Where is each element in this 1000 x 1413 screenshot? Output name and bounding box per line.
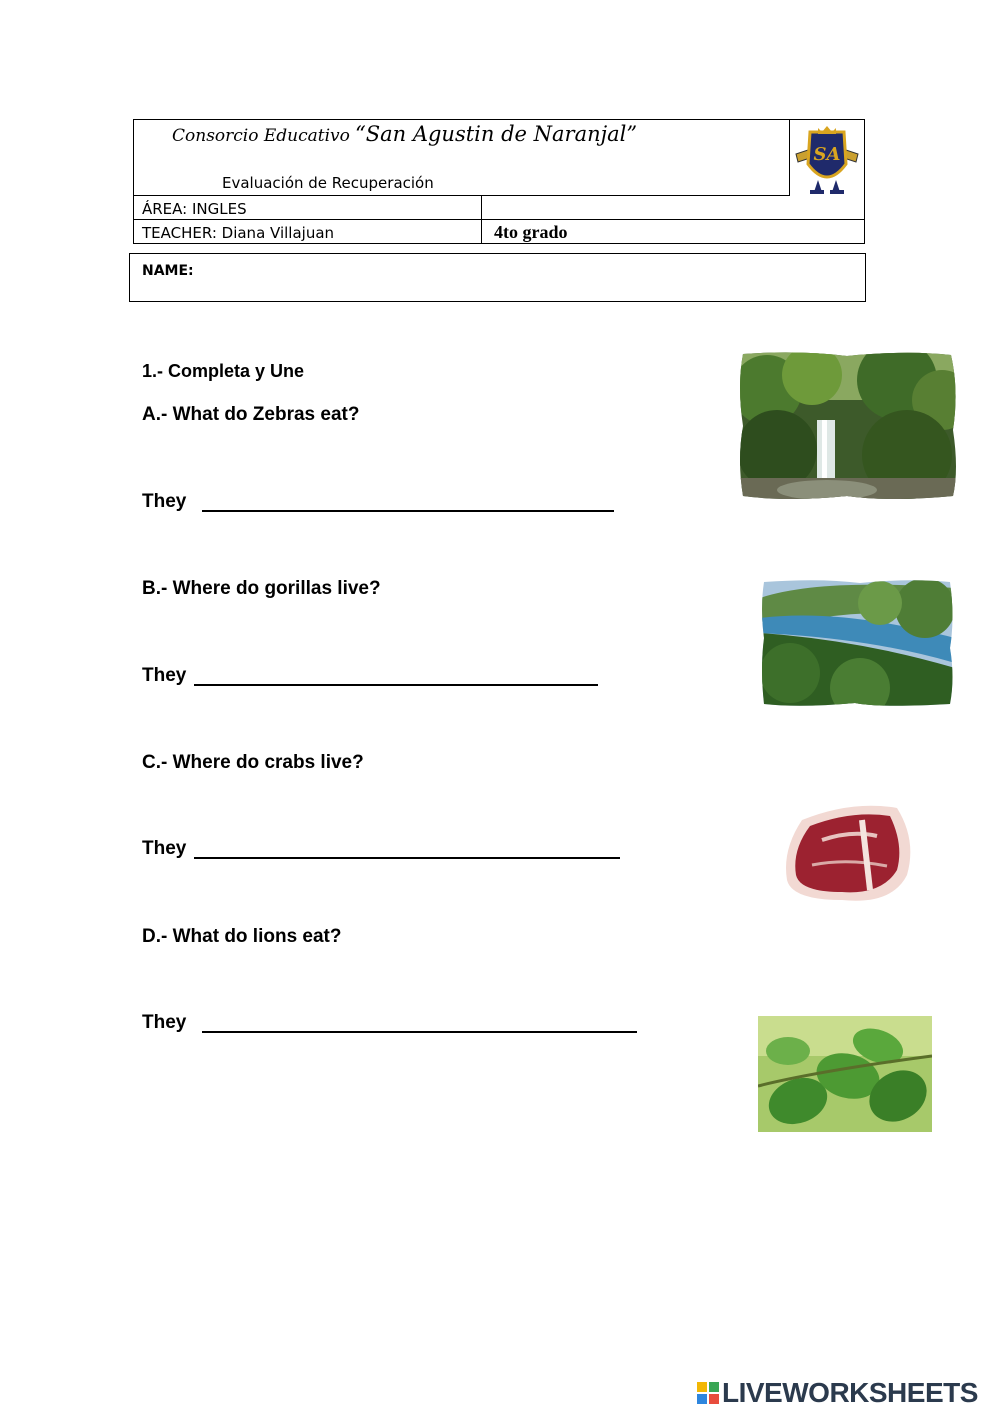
question-d: D.- What do lions eat? bbox=[142, 926, 342, 947]
answer-input-a[interactable] bbox=[204, 489, 616, 513]
table-divider bbox=[133, 195, 790, 196]
school-title bbox=[172, 122, 637, 146]
name-input[interactable] bbox=[215, 262, 849, 286]
exercise-title: 1.- Completa y Une bbox=[142, 361, 305, 381]
green-leaves-image[interactable] bbox=[758, 1016, 932, 1132]
table-divider bbox=[133, 219, 865, 220]
table-divider bbox=[481, 195, 482, 244]
answer-input-b[interactable] bbox=[196, 663, 600, 687]
school-name: “San Agustin de Naranjal” bbox=[354, 122, 638, 146]
grade-label: 4to grado bbox=[494, 222, 568, 242]
answer-input-d[interactable] bbox=[204, 1010, 639, 1034]
answer-input-c[interactable] bbox=[196, 836, 622, 860]
answer-prefix-c: They bbox=[142, 838, 187, 859]
raw-meat-steak-image[interactable] bbox=[782, 800, 917, 910]
river-forest-image[interactable] bbox=[760, 578, 955, 708]
question-a: A.- What do Zebras eat? bbox=[142, 404, 360, 425]
teacher-label: TEACHER: Diana Villajuan bbox=[142, 224, 335, 242]
school-logo bbox=[790, 124, 864, 196]
logo-letters: SA bbox=[813, 144, 841, 165]
liveworksheets-logo[interactable] bbox=[697, 1377, 978, 1409]
answer-prefix-d: They bbox=[142, 1012, 187, 1033]
answer-prefix-b: They bbox=[142, 665, 187, 686]
question-c: C.- Where do crabs live? bbox=[142, 752, 364, 773]
question-b: B.- Where do gorillas live? bbox=[142, 578, 381, 599]
brand-icon bbox=[697, 1379, 719, 1401]
jungle-waterfall-image[interactable] bbox=[737, 350, 959, 502]
brand-text: LIVEWORKSHEETS bbox=[722, 1377, 978, 1408]
answer-prefix-a: They bbox=[142, 491, 187, 512]
name-label: NAME: bbox=[142, 263, 194, 279]
area-label: ÁREA: INGLES bbox=[142, 200, 247, 218]
evaluation-title: Evaluación de Recuperación bbox=[222, 174, 434, 192]
school-prefix: Consorcio Educativo bbox=[172, 126, 350, 146]
